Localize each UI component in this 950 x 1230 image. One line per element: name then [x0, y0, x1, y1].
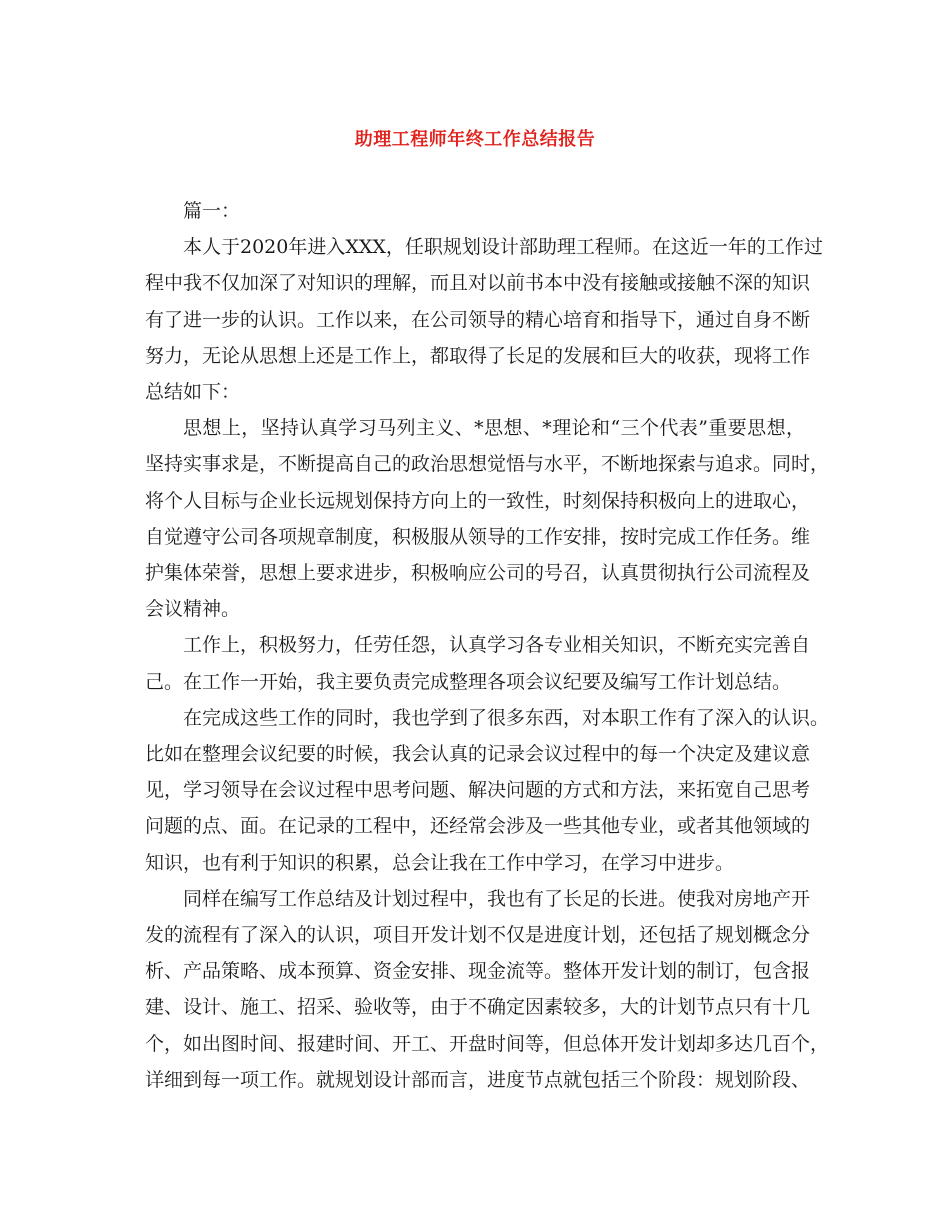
- document-body: [145, 193, 830, 1098]
- body-paragraph: [145, 700, 830, 881]
- paragraph-line: 同样在编写工作总结及计划过程中，我也有了长足的长进。使我对房地产开: [183, 887, 811, 910]
- body-paragraph: [145, 627, 811, 699]
- body-paragraph: [145, 229, 823, 410]
- paragraph-line: 思想上，坚持认真学习马列主义、*思想、*理论和“三个代表”重要思想，: [183, 417, 805, 440]
- paragraph-line: 总结如下：: [145, 381, 241, 404]
- paragraph-line: 将个人目标与企业长远规划保持方向上的一致性，时刻保持积极向上的进取心，: [145, 489, 811, 512]
- section-label: [145, 193, 805, 229]
- paragraph-line: 问题的点、面。在记录的工程中，还经常会涉及一些其他专业，或者其他领域的: [145, 815, 811, 838]
- paragraph-line: 有了进一步的认识。工作以来，在公司领导的精心培育和指导下，通过自身不断: [145, 308, 811, 331]
- paragraph-line: 己。在工作一开始，我主要负责完成整理各项会议纪要及编写工作计划总结。: [145, 670, 792, 693]
- paragraph-line: 工作上，积极努力，任劳任怨，认真学习各专业相关知识，不断充实完善自: [183, 634, 811, 657]
- paragraph-line: 发的流程有了深入的认识，项目开发计划不仅是进度计划，还包括了规划概念分: [145, 924, 811, 947]
- body-paragraph: [145, 410, 830, 627]
- section-label-text: 篇一：: [183, 200, 241, 222]
- paragraph-line: 析、产品策略、成本预算、资金安排、现金流等。整体开发计划的制订，包含报: [145, 960, 811, 983]
- paragraph-line: 见，学习领导在会议过程中思考问题、解决问题的方式和方法，来拓宽自己思考: [145, 779, 811, 802]
- paragraph-line: 自觉遵守公司各项规章制度，积极服从领导的工作安排，按时完成工作任务。维: [145, 525, 811, 548]
- paragraph-line: 程中我不仅加深了对知识的理解，而且对以前书本中没有接触或接触不深的知识: [145, 272, 811, 295]
- paragraph-line: 坚持实事求是，不断提高自己的政治思想觉悟与水平，不断地探索与追求。同时，: [145, 453, 830, 476]
- paragraph-line: 在完成这些工作的同时，我也学到了很多东西，对本职工作有了深入的认识。: [183, 706, 830, 729]
- paragraph-line: 知识，也有利于知识的积累，总会让我在工作中学习，在学习中进步。: [145, 851, 735, 874]
- paragraph-line: 详细到每一项工作。就规划设计部而言，进度节点就包括三个阶段：规划阶段、: [145, 1068, 811, 1091]
- paragraph-line: 个，如出图时间、报建时间、开工、开盘时间等，但总体开发计划却多达几百个，: [145, 1032, 830, 1055]
- body-paragraph: [145, 881, 830, 1098]
- document-title: 助理工程师年终工作总结报告: [354, 129, 596, 150]
- paragraph-line: 建、设计、施工、招采、验收等，由于不确定因素较多，大的计划节点只有十几: [145, 996, 811, 1019]
- paragraph-line: 努力，无论从思想上还是工作上，都取得了长足的发展和巨大的收获，现将工作: [145, 344, 811, 367]
- paragraph-line: 会议精神。: [145, 598, 241, 621]
- paragraph-line: 比如在整理会议纪要的时候，我会认真的记录会议过程中的每一个决定及建议意: [145, 743, 811, 766]
- paragraph-line: 本人于2020年进入XXX，任职规划设计部助理工程师。在这近一年的工作过: [183, 236, 823, 259]
- paragraph-line: 护集体荣誉，思想上要求进步，积极响应公司的号召，认真贯彻执行公司流程及: [145, 562, 811, 585]
